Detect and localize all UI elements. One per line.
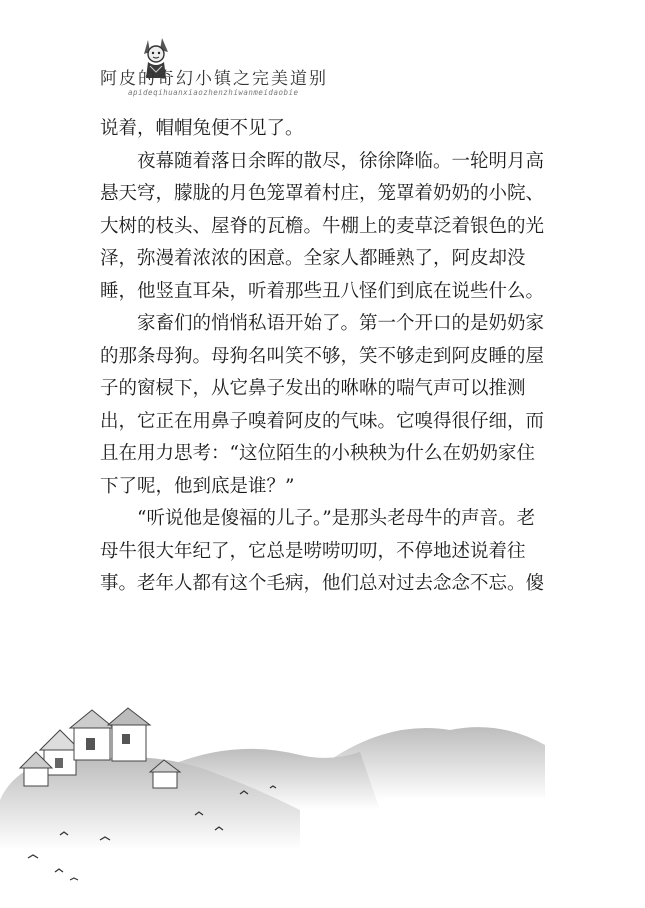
page-header	[100, 36, 520, 106]
paragraph: “听说他是傻福的儿子。”是那头老母牛的声音。老母牛很大年纪了，它总是唠唠叨叨，不停地述说着往事。老年人都有这个毛病，他们总对过去念念不忘。傻	[100, 508, 545, 594]
book-title-pinyin: apideqihuanxiaozhenzhiwanmeidaobie	[128, 88, 299, 97]
paragraph: 家畜们的悄悄私语开始了。第一个开口的是奶奶家的那条母狗。母狗名叫笑不够，笑不够走到阿皮睡的屋子的窗棂下，从它鼻子发出的咻咻的喘气声可以推测出，它正在用鼻子嗅着阿皮的气味。它嗅得很仔细，而且在用力思考：“这位陌生的小秧秧为什么在奶奶家住下了呢，他到底是谁？”	[100, 313, 545, 497]
village-hills-birds-illustration-icon	[0, 690, 560, 908]
body-text	[100, 113, 545, 601]
book-title: 阿皮的奇幻小镇之完美道别	[100, 69, 328, 89]
paragraph: 说着，帽帽兔便不见了。	[100, 118, 304, 139]
paragraph: 夜幕随着落日余晖的散尽，徐徐降临。一轮明月高悬天穹，朦胧的月色笼罩着村庄，笼罩着奶奶的小院、大树的枝头、屋脊的瓦檐。牛棚上的麦草泛着银色的光泽，弥漫着浓浓的困意。全家人都睡熟了，阿皮却没睡，他竖直耳朵，听着那些丑八怪们到底在说些什么。	[100, 150, 545, 302]
